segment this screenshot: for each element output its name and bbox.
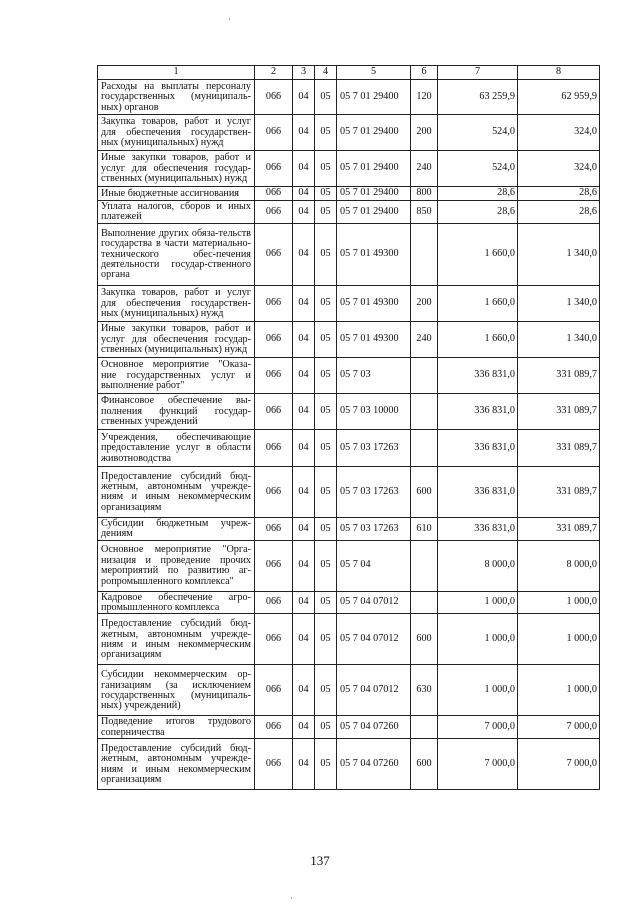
cell-amount-2020: 331 089,7 [518, 393, 600, 429]
column-header: 4 [315, 66, 337, 80]
cell-target: 05 7 01 29400 [337, 115, 411, 151]
cell-type: 200 [411, 115, 438, 151]
cell-amount-2019: 63 259,9 [438, 80, 518, 115]
cell-section: 04 [293, 80, 315, 115]
cell-section: 04 [293, 540, 315, 591]
cell-section: 04 [293, 739, 315, 790]
cell-admin: 066 [255, 739, 293, 790]
cell-target: 05 7 03 17263 [337, 517, 411, 540]
cell-type: 600 [411, 739, 438, 790]
cell-amount-2020: 1 340,0 [518, 285, 600, 321]
table-row [98, 285, 600, 321]
cell-type: 630 [411, 665, 438, 716]
cell-target: 05 7 01 29400 [337, 201, 411, 224]
cell-type [411, 591, 438, 614]
cell-name: Иные бюджетные ассигнования [98, 187, 255, 201]
cell-name: Финансовое обеспечение вы-полнения функций государ-ственных учреждений [98, 393, 255, 429]
column-header: 6 [411, 66, 438, 80]
budget-table [97, 65, 600, 790]
cell-amount-2019: 336 831,0 [438, 429, 518, 466]
cell-subsection: 05 [315, 517, 337, 540]
cell-amount-2020: 324,0 [518, 151, 600, 187]
cell-section: 04 [293, 466, 315, 517]
cell-admin: 066 [255, 665, 293, 716]
table-row [98, 665, 600, 716]
cell-amount-2020: 324,0 [518, 115, 600, 151]
cell-amount-2019: 8 000,0 [438, 540, 518, 591]
cell-target: 05 7 04 [337, 540, 411, 591]
cell-subsection: 05 [315, 591, 337, 614]
cell-admin: 066 [255, 285, 293, 321]
cell-amount-2019: 1 000,0 [438, 665, 518, 716]
cell-target: 05 7 01 29400 [337, 80, 411, 115]
cell-subsection: 05 [315, 716, 337, 739]
cell-type [411, 540, 438, 591]
cell-amount-2020: 1 000,0 [518, 665, 600, 716]
cell-subsection: 05 [315, 321, 337, 357]
cell-admin: 066 [255, 591, 293, 614]
cell-amount-2019: 1 000,0 [438, 614, 518, 665]
cell-subsection: 05 [315, 393, 337, 429]
cell-amount-2019: 28,6 [438, 187, 518, 201]
cell-amount-2019: 336 831,0 [438, 517, 518, 540]
cell-type [411, 393, 438, 429]
cell-amount-2020: 28,6 [518, 187, 600, 201]
cell-amount-2020: 28,6 [518, 201, 600, 224]
cell-target: 05 7 01 29400 [337, 151, 411, 187]
cell-amount-2019: 1 660,0 [438, 223, 518, 285]
cell-subsection: 05 [315, 151, 337, 187]
cell-admin: 066 [255, 115, 293, 151]
cell-amount-2020: 1 000,0 [518, 591, 600, 614]
cell-target: 05 7 03 [337, 357, 411, 393]
cell-name: Закупка товаров, работ и услуг для обеспечения государствен-ных (муниципальных) нужд [98, 115, 255, 151]
cell-subsection: 05 [315, 285, 337, 321]
cell-section: 04 [293, 321, 315, 357]
cell-target: 05 7 01 49300 [337, 223, 411, 285]
table-row [98, 540, 600, 591]
table-row [98, 223, 600, 285]
table-row [98, 151, 600, 187]
table-row [98, 466, 600, 517]
cell-subsection: 05 [315, 80, 337, 115]
cell-name: Иные закупки товаров, работ и услуг для обеспечения государ-ственных (муниципальных) нужд [98, 321, 255, 357]
cell-target: 05 7 04 07012 [337, 665, 411, 716]
cell-type: 850 [411, 201, 438, 224]
cell-amount-2019: 1 660,0 [438, 321, 518, 357]
cell-subsection: 05 [315, 201, 337, 224]
page-number: 137 [310, 853, 330, 868]
header-row [98, 66, 600, 80]
cell-amount-2020: 1 000,0 [518, 614, 600, 665]
table-row [98, 517, 600, 540]
cell-amount-2019: 1 660,0 [438, 285, 518, 321]
cell-type [411, 357, 438, 393]
cell-section: 04 [293, 517, 315, 540]
cell-subsection: 05 [315, 665, 337, 716]
cell-target: 05 7 04 07012 [337, 591, 411, 614]
cell-admin: 066 [255, 716, 293, 739]
cell-admin: 066 [255, 187, 293, 201]
cell-section: 04 [293, 614, 315, 665]
cell-target: 05 7 03 17263 [337, 429, 411, 466]
cell-target: 05 7 03 10000 [337, 393, 411, 429]
cell-section: 04 [293, 201, 315, 224]
cell-amount-2019: 336 831,0 [438, 357, 518, 393]
table-row [98, 115, 600, 151]
table-row [98, 187, 600, 201]
cell-subsection: 05 [315, 614, 337, 665]
cell-amount-2019: 336 831,0 [438, 466, 518, 517]
cell-section: 04 [293, 429, 315, 466]
cell-type: 240 [411, 321, 438, 357]
cell-target: 05 7 04 07260 [337, 739, 411, 790]
cell-name: Кадровое обеспечение агро-промышленного комплекса [98, 591, 255, 614]
cell-target: 05 7 01 49300 [337, 321, 411, 357]
cell-type [411, 223, 438, 285]
cell-name: Выполнение других обяза-тельств государства в части материально-технического обес-печения деятельности государ-ственного органа [98, 223, 255, 285]
table-row [98, 591, 600, 614]
cell-subsection: 05 [315, 223, 337, 285]
cell-amount-2019: 1 000,0 [438, 591, 518, 614]
cell-name: Предоставление субсидий бюд-жетным, автономным учрежде-ниям и иным некоммерческим организациям [98, 614, 255, 665]
table-row [98, 201, 600, 224]
cell-name: Предоставление субсидий бюд-жетным, автономным учрежде-ниям и иным некоммерческим организациям [98, 466, 255, 517]
table-row [98, 80, 600, 115]
column-header: 1 [98, 66, 255, 80]
table-row [98, 393, 600, 429]
cell-admin: 066 [255, 393, 293, 429]
cell-subsection: 05 [315, 466, 337, 517]
cell-admin: 066 [255, 80, 293, 115]
cell-name: Предоставление субсидий бюд-жетным, автономным учрежде-ниям и иным некоммерческим организациям [98, 739, 255, 790]
cell-amount-2020: 7 000,0 [518, 739, 600, 790]
cell-subsection: 05 [315, 187, 337, 201]
table-row [98, 716, 600, 739]
cell-section: 04 [293, 357, 315, 393]
cell-type: 610 [411, 517, 438, 540]
cell-subsection: 05 [315, 739, 337, 790]
cell-amount-2020: 8 000,0 [518, 540, 600, 591]
cell-amount-2020: 7 000,0 [518, 716, 600, 739]
cell-name: Подведение итогов трудового соперничества [98, 716, 255, 739]
cell-section: 04 [293, 393, 315, 429]
cell-type [411, 716, 438, 739]
column-header: 7 [438, 66, 518, 80]
table-row [98, 321, 600, 357]
cell-type: 800 [411, 187, 438, 201]
cell-target: 05 7 01 49300 [337, 285, 411, 321]
cell-admin: 066 [255, 540, 293, 591]
cell-amount-2019: 28,6 [438, 201, 518, 224]
table-row [98, 357, 600, 393]
cell-name: Субсидии некоммерческим ор-ганизациям (за исключением государственных (муниципаль-ных) учреждений) [98, 665, 255, 716]
cell-section: 04 [293, 285, 315, 321]
cell-admin: 066 [255, 151, 293, 187]
table-row [98, 429, 600, 466]
cell-section: 04 [293, 716, 315, 739]
cell-name: Основное мероприятие "Оказа-ние государственных услуг и выполнение работ" [98, 357, 255, 393]
cell-amount-2020: 331 089,7 [518, 357, 600, 393]
column-header: 2 [255, 66, 293, 80]
cell-amount-2020: 1 340,0 [518, 223, 600, 285]
cell-type: 200 [411, 285, 438, 321]
cell-admin: 066 [255, 429, 293, 466]
cell-section: 04 [293, 591, 315, 614]
cell-type: 600 [411, 466, 438, 517]
cell-subsection: 05 [315, 540, 337, 591]
cell-name: Иные закупки товаров, работ и услуг для обеспечения государ-ственных (муниципальных) нужд [98, 151, 255, 187]
cell-amount-2019: 524,0 [438, 115, 518, 151]
cell-amount-2020: 1 340,0 [518, 321, 600, 357]
cell-amount-2019: 524,0 [438, 151, 518, 187]
cell-name: Расходы на выплаты персоналу государственных (муниципаль-ных) органов [98, 80, 255, 115]
cell-type [411, 429, 438, 466]
cell-admin: 066 [255, 466, 293, 517]
cell-admin: 066 [255, 223, 293, 285]
cell-amount-2020: 331 089,7 [518, 429, 600, 466]
cell-admin: 066 [255, 321, 293, 357]
table-row [98, 614, 600, 665]
cell-amount-2020: 331 089,7 [518, 517, 600, 540]
column-header: 3 [293, 66, 315, 80]
cell-type: 120 [411, 80, 438, 115]
cell-section: 04 [293, 223, 315, 285]
cell-name: Основное мероприятие "Орга-низация и проведение прочих мероприятий по развитию аг-ропромышленного комплекса" [98, 540, 255, 591]
scan-speck: · [228, 14, 231, 24]
cell-target: 05 7 01 29400 [337, 187, 411, 201]
cell-admin: 066 [255, 517, 293, 540]
cell-subsection: 05 [315, 115, 337, 151]
table-row [98, 739, 600, 790]
cell-subsection: 05 [315, 357, 337, 393]
cell-subsection: 05 [315, 429, 337, 466]
cell-admin: 066 [255, 614, 293, 665]
cell-section: 04 [293, 665, 315, 716]
cell-admin: 066 [255, 357, 293, 393]
cell-name: Учреждения, обеспечивающие предоставление услуг в области животноводства [98, 429, 255, 466]
cell-type: 600 [411, 614, 438, 665]
cell-amount-2020: 331 089,7 [518, 466, 600, 517]
column-header: 8 [518, 66, 600, 80]
cell-amount-2019: 7 000,0 [438, 716, 518, 739]
scan-speck: · [290, 893, 293, 903]
cell-name: Уплата налогов, сборов и иных платежей [98, 201, 255, 224]
cell-section: 04 [293, 187, 315, 201]
cell-amount-2019: 7 000,0 [438, 739, 518, 790]
cell-admin: 066 [255, 201, 293, 224]
cell-section: 04 [293, 115, 315, 151]
cell-amount-2019: 336 831,0 [438, 393, 518, 429]
cell-amount-2020: 62 959,9 [518, 80, 600, 115]
column-header: 5 [337, 66, 411, 80]
cell-target: 05 7 04 07260 [337, 716, 411, 739]
cell-name: Субсидии бюджетным учреж-дениям [98, 517, 255, 540]
cell-target: 05 7 03 17263 [337, 466, 411, 517]
cell-section: 04 [293, 151, 315, 187]
cell-name: Закупка товаров, работ и услуг для обеспечения государствен-ных (муниципальных) нужд [98, 285, 255, 321]
cell-target: 05 7 04 07012 [337, 614, 411, 665]
cell-type: 240 [411, 151, 438, 187]
